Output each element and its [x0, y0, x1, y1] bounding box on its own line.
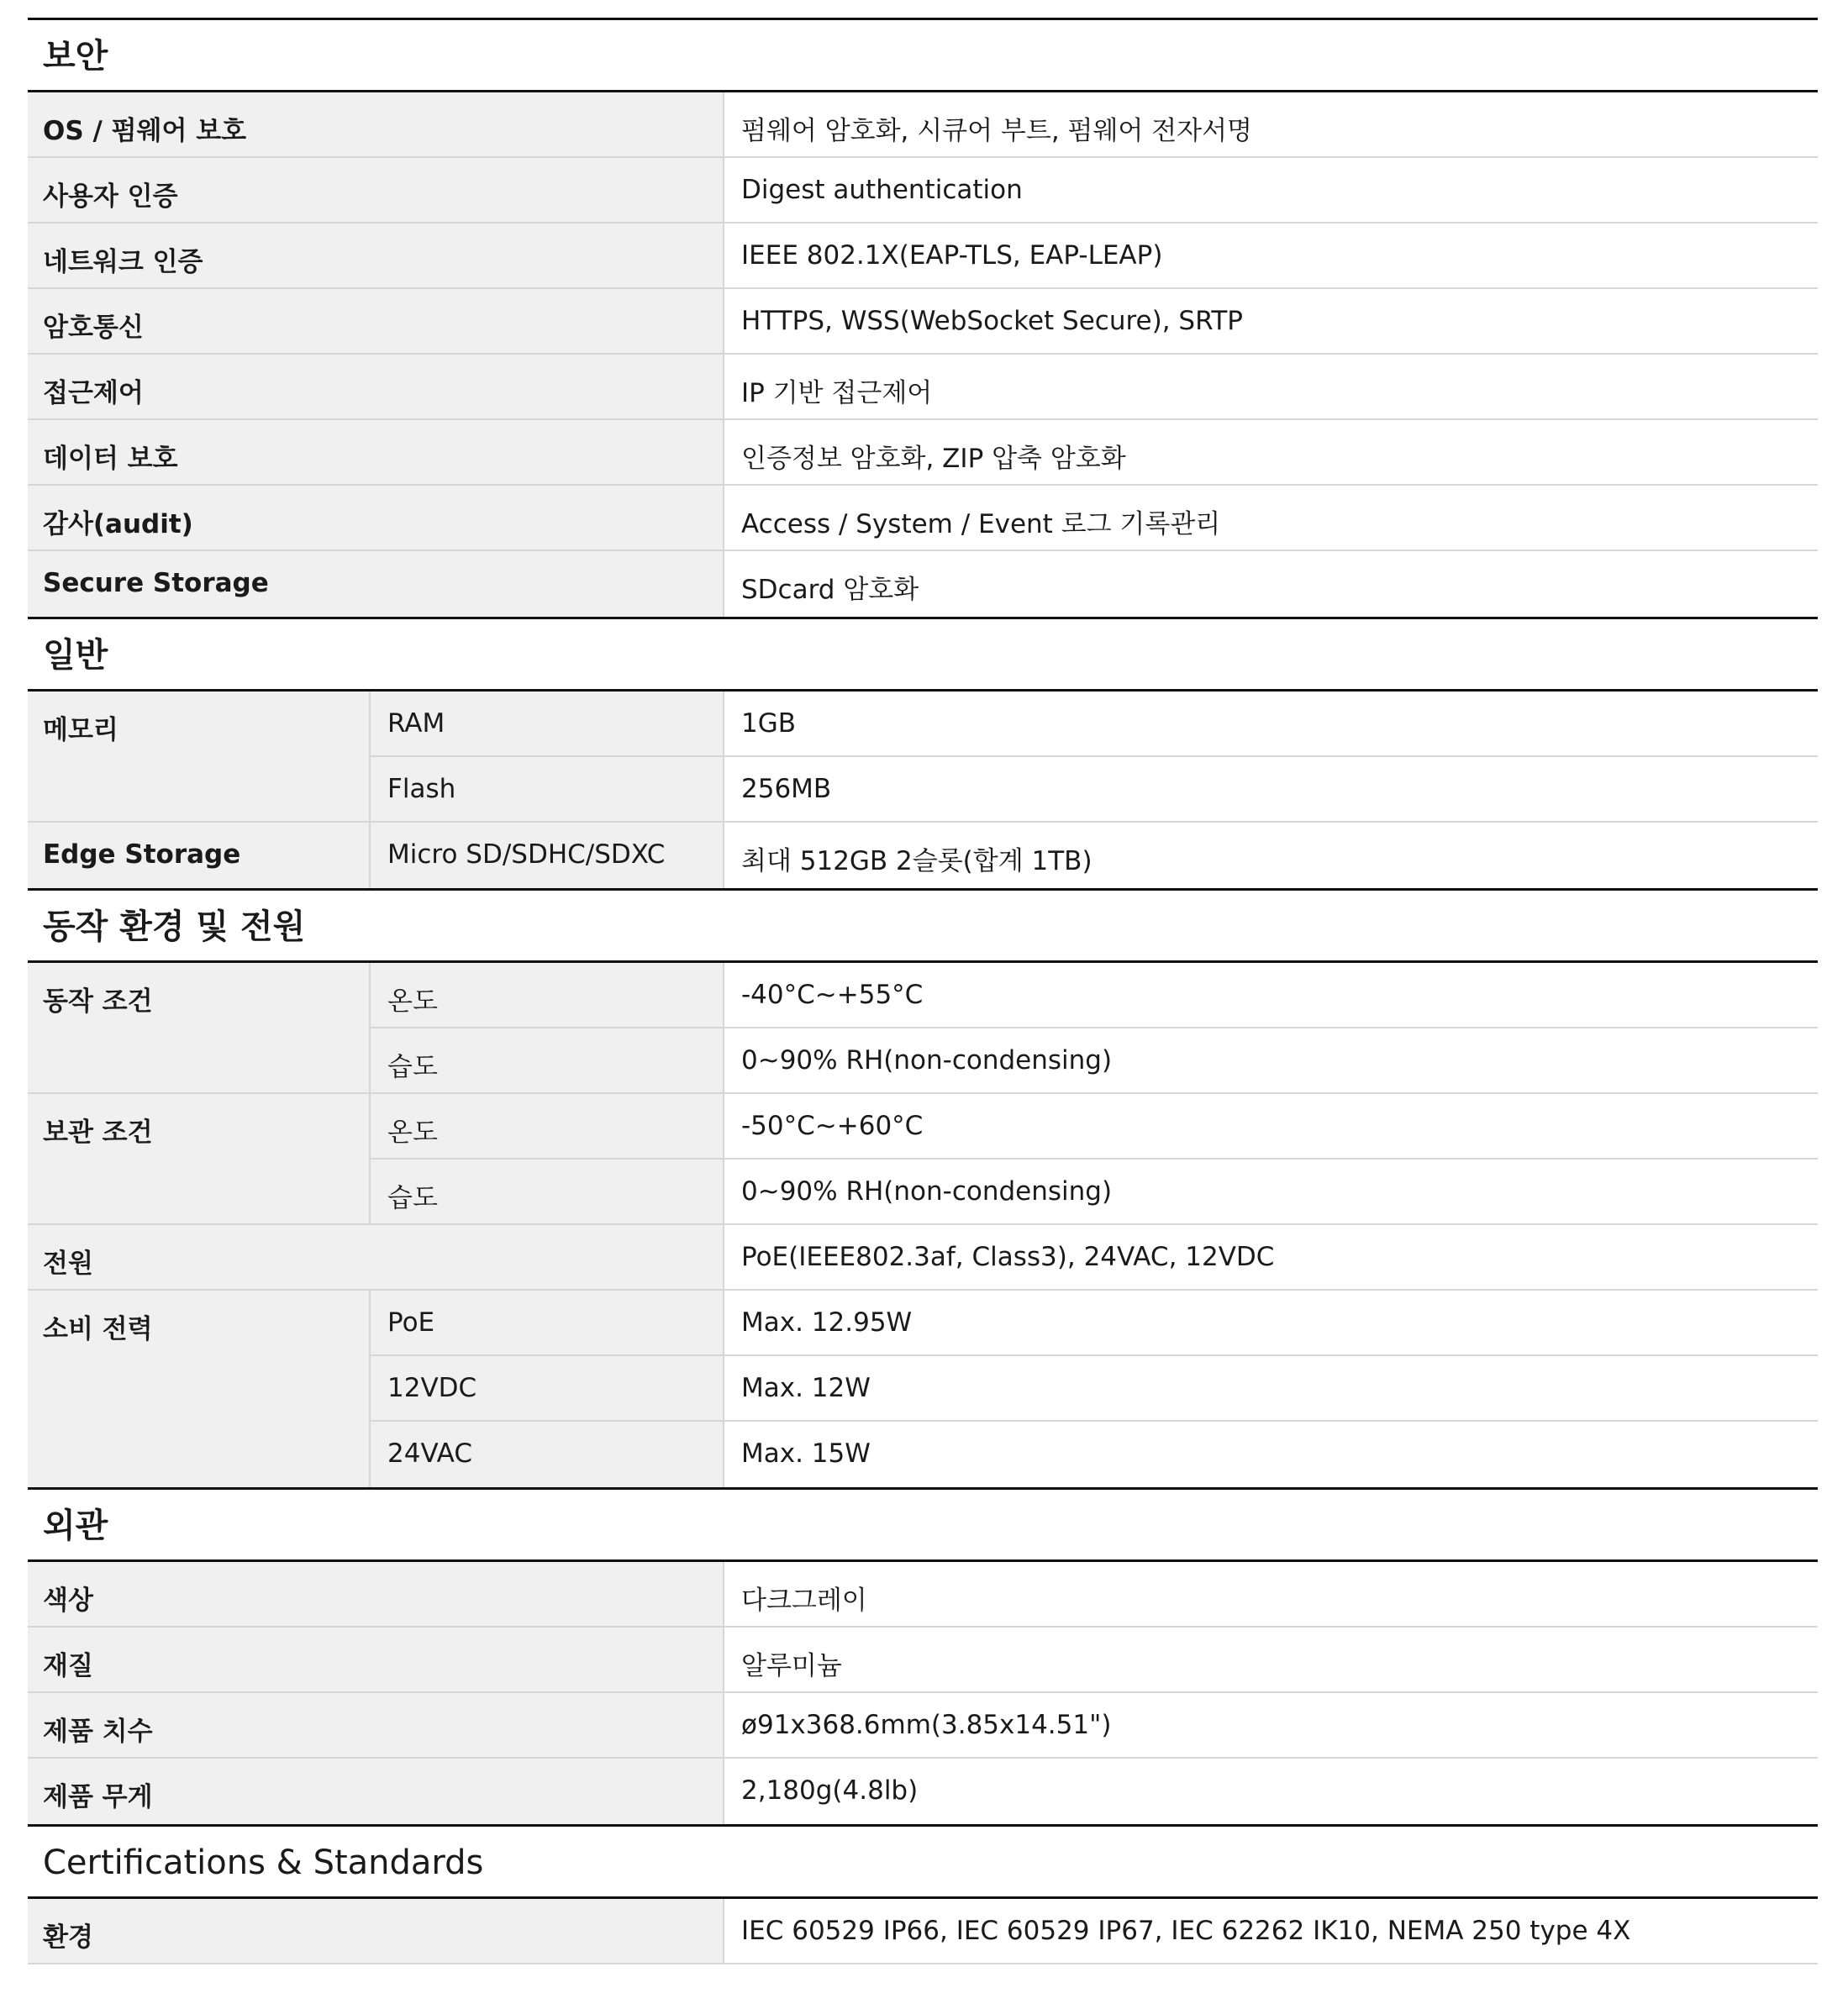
row-label: 색상	[28, 1562, 724, 1626]
section-security	[28, 18, 1818, 617]
row-value: ø91x368.6mm(3.85x14.51")	[724, 1693, 1818, 1757]
row-label: 데이터 보호	[28, 420, 724, 484]
section-certifications	[28, 1824, 1818, 1964]
row-value: 알루미늄	[724, 1628, 1818, 1691]
table-row	[28, 289, 1818, 355]
row-sublabel: RAM	[369, 692, 724, 757]
row-label: 제품 치수	[28, 1693, 724, 1757]
row-label: Secure Storage	[28, 551, 724, 617]
row-label: 환경	[28, 1899, 724, 1963]
row-sublabel: 24VAC	[369, 1422, 724, 1487]
row-value: 다크그레이	[724, 1562, 1818, 1626]
row-value: 1GB	[724, 692, 1818, 757]
table-row	[28, 692, 1818, 757]
row-label: 제품 무게	[28, 1759, 724, 1824]
row-label	[28, 757, 369, 821]
row-label	[28, 1160, 369, 1223]
table-row	[28, 1422, 1818, 1487]
row-sublabel: 습도	[369, 1028, 724, 1092]
row-value: IEC 60529 IP66, IEC 60529 IP67, IEC 62262 IK10, NEMA 250 type 4X	[724, 1899, 1818, 1963]
row-sublabel: 온도	[369, 963, 724, 1028]
row-label: 재질	[28, 1628, 724, 1691]
section-title: 일반	[28, 619, 1818, 692]
row-label	[28, 1028, 369, 1092]
row-value: 256MB	[724, 757, 1818, 821]
table-row	[28, 1562, 1818, 1628]
row-value: HTTPS, WSS(WebSocket Secure), SRTP	[724, 289, 1818, 353]
table-row	[28, 1225, 1818, 1291]
row-label: 사용자 인증	[28, 158, 724, 222]
row-label	[28, 1422, 369, 1487]
table-row	[28, 486, 1818, 551]
row-label: 동작 조건	[28, 963, 369, 1028]
table-row	[28, 1028, 1818, 1094]
row-label: 보관 조건	[28, 1094, 369, 1160]
row-value: Digest authentication	[724, 158, 1818, 222]
table-row	[28, 420, 1818, 486]
table-row	[28, 224, 1818, 289]
row-label: 네트워크 인증	[28, 224, 724, 287]
row-value: IEEE 802.1X(EAP-TLS, EAP-LEAP)	[724, 224, 1818, 287]
table-row	[28, 551, 1818, 617]
row-sublabel: 온도	[369, 1094, 724, 1160]
row-sublabel: 습도	[369, 1160, 724, 1223]
table-row	[28, 92, 1818, 158]
section-appearance	[28, 1487, 1818, 1824]
table-row	[28, 1356, 1818, 1422]
row-value: 펌웨어 암호화, 시큐어 부트, 펌웨어 전자서명	[724, 92, 1818, 156]
row-sublabel: Micro SD/SDHC/SDXC	[369, 823, 724, 888]
row-label: 전원	[28, 1225, 724, 1289]
row-value: Max. 12.95W	[724, 1291, 1818, 1356]
table-row	[28, 757, 1818, 823]
row-value: -40°C~+55°C	[724, 963, 1818, 1028]
row-label	[28, 1356, 369, 1422]
row-label: 메모리	[28, 692, 369, 757]
spec-sheet	[28, 18, 1818, 1964]
row-value: -50°C~+60°C	[724, 1094, 1818, 1160]
row-value: Max. 15W	[724, 1422, 1818, 1487]
row-label: OS / 펌웨어 보호	[28, 92, 724, 156]
row-sublabel: Flash	[369, 757, 724, 821]
row-value: 0~90% RH(non-condensing)	[724, 1160, 1818, 1223]
section-title: 동작 환경 및 전원	[28, 891, 1818, 963]
row-label: Edge Storage	[28, 823, 369, 888]
section-title: 보안	[28, 20, 1818, 92]
table-row	[28, 1693, 1818, 1759]
table-row	[28, 823, 1818, 888]
row-value: SDcard 암호화	[724, 551, 1818, 617]
row-value: PoE(IEEE802.3af, Class3), 24VAC, 12VDC	[724, 1225, 1818, 1289]
row-value: 0~90% RH(non-condensing)	[724, 1028, 1818, 1092]
row-value: Max. 12W	[724, 1356, 1818, 1422]
table-row	[28, 1759, 1818, 1824]
row-label: 접근제어	[28, 355, 724, 418]
row-value: 인증정보 암호화, ZIP 압축 암호화	[724, 420, 1818, 484]
table-row	[28, 1094, 1818, 1160]
row-value: IP 기반 접근제어	[724, 355, 1818, 418]
section-environment-power	[28, 888, 1818, 1487]
row-value: Access / System / Event 로그 기록관리	[724, 486, 1818, 550]
row-value: 최대 512GB 2슬롯(합계 1TB)	[724, 823, 1818, 888]
table-row	[28, 1160, 1818, 1225]
table-row	[28, 1291, 1818, 1356]
table-row	[28, 1628, 1818, 1693]
row-label: 소비 전력	[28, 1291, 369, 1356]
row-sublabel: 12VDC	[369, 1356, 724, 1422]
section-title: 외관	[28, 1490, 1818, 1562]
table-row	[28, 158, 1818, 224]
table-row	[28, 963, 1818, 1028]
section-title: Certifications & Standards	[28, 1827, 1818, 1899]
table-row	[28, 1899, 1818, 1964]
row-label: 감사(audit)	[28, 486, 724, 550]
row-label: 암호통신	[28, 289, 724, 353]
section-general	[28, 617, 1818, 888]
row-sublabel: PoE	[369, 1291, 724, 1356]
table-row	[28, 355, 1818, 420]
row-value: 2,180g(4.8lb)	[724, 1759, 1818, 1824]
